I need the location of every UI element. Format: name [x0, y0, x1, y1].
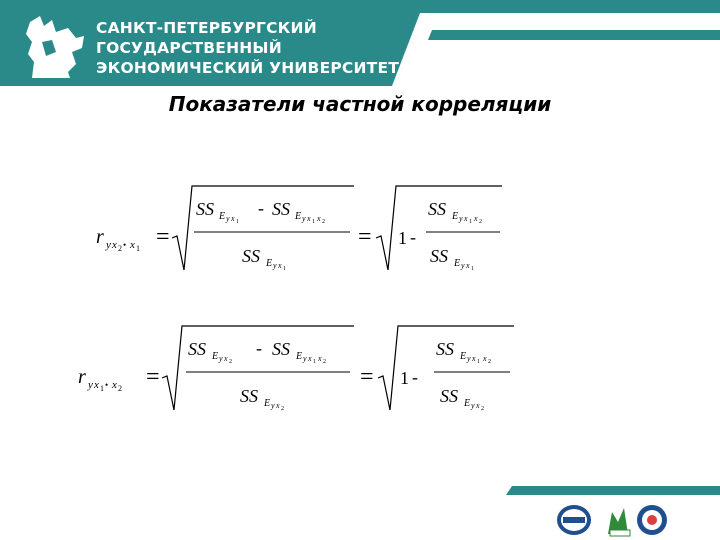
formula-1-num-ss-b: SS [272, 199, 290, 219]
formula-1-r-num-e: E [452, 211, 459, 222]
formula-2 [78, 326, 514, 412]
formula-2-den-x: x [276, 401, 280, 410]
formula-2-num-x-b: x [308, 354, 312, 363]
formula-1-sub-x2: x [130, 239, 135, 251]
formula-1-sub-y: y [106, 239, 111, 251]
formula-2-r-den-2: 2 [481, 406, 484, 412]
formula-1-num-x-c: x [317, 214, 321, 223]
bottom-band [0, 486, 720, 498]
formula-1-r-num-x: x [464, 214, 468, 223]
formula-2-num-e-b: E [296, 351, 303, 362]
formula-1-sub-x: x [112, 239, 117, 251]
formula-1-r-num-x2: x [474, 214, 478, 223]
formula-1-den-e: E [266, 258, 273, 269]
formula-2-den-2: 2 [281, 406, 284, 412]
formula-1-den-1: 1 [283, 266, 286, 272]
formula-2-r-den-ss: SS [440, 386, 458, 406]
formula-1-num-1-b: 1 [312, 219, 315, 225]
formula-2-num-y-b: y [303, 354, 307, 363]
formula-1-eq-1: = [156, 224, 170, 250]
bottom-teal-stripe [506, 486, 720, 495]
formula-1-bullet: • [123, 240, 127, 250]
formula-1-r-den-1: 1 [471, 266, 474, 272]
formula-1-eq-2: = [358, 224, 372, 250]
formula-1-r-num-ss: SS [428, 199, 446, 219]
formula-2-sub-x2: x [112, 379, 117, 391]
formula-1-num-y-b: y [302, 214, 306, 223]
formula-1-r-num-2: 2 [479, 219, 482, 225]
emblem-left-icon [557, 505, 591, 535]
formula-2-r-num-2: 2 [488, 359, 491, 365]
formula-1-r-den-ss: SS [430, 246, 448, 266]
formula-1-num-2-b: 2 [322, 219, 325, 225]
university-line-2: ГОСУДАРСТВЕННЫЙ [96, 39, 282, 57]
formula-2-num-1-b: 1 [313, 359, 316, 365]
formula-2-r-num-ss: SS [436, 339, 454, 359]
formula-1-num-x-b: x [307, 214, 311, 223]
formula-1-num-1-a: 1 [236, 219, 239, 225]
formula-2-num-y-a: y [219, 354, 223, 363]
formula-2-r-num-x2: x [483, 354, 487, 363]
formula-2-eq-2: = [360, 364, 374, 390]
slide-title: Показатели частной корреляции [168, 92, 552, 116]
formula-1-r-num-1: 1 [469, 219, 472, 225]
formula-1-num-y-a: y [226, 214, 230, 223]
formula-2-num-x-a: x [224, 354, 228, 363]
formula-2-sub-x: x [94, 379, 99, 391]
formula-2-num-2-b: 2 [323, 359, 326, 365]
footer-logos [552, 500, 720, 540]
formula-1-den-ss: SS [242, 246, 260, 266]
formula-2-sub-y: y [88, 379, 93, 391]
formula-2-den-e: E [264, 398, 271, 409]
formula-2-bullet: • [105, 380, 109, 390]
formula-1-r-den-y: y [461, 261, 465, 270]
formula-2-sub-2: 2 [118, 384, 122, 393]
formula-2-num-x-c: x [318, 354, 322, 363]
formula-1-num-x-a: x [231, 214, 235, 223]
formula-2-r-num-y: y [467, 354, 471, 363]
formula-2-minus: - [256, 338, 262, 358]
formula-1-den-x: x [278, 261, 282, 270]
formula-2-num-ss-b: SS [272, 339, 290, 359]
formula-1-r: r [96, 226, 104, 248]
formula-2-den-y: y [271, 401, 275, 410]
formula-1-minus-2: - [410, 227, 416, 247]
formula-1-minus: - [258, 198, 264, 218]
formula-1-r-den-e: E [454, 258, 461, 269]
university-line-1: САНКТ-ПЕТЕРБУРГСКИЙ [96, 19, 317, 37]
emblem-center-icon [608, 508, 630, 536]
formula-1-sub-1: 1 [136, 244, 140, 253]
formula-2-r-num-1: 1 [477, 359, 480, 365]
formula-2-r-num-e: E [460, 351, 467, 362]
formula-2-r-den-e: E [464, 398, 471, 409]
formula-2-r-den-x: x [476, 401, 480, 410]
formula-2-eq-1: = [146, 364, 160, 390]
formula-2-r-num-x: x [472, 354, 476, 363]
formula-1-num-ss-a: SS [196, 199, 214, 219]
formula-1-num-e-a: E [219, 211, 226, 222]
formula-2-den-ss: SS [240, 386, 258, 406]
formula-1-num-e-b: E [295, 211, 302, 222]
formula-1 [96, 186, 502, 272]
university-line-3: ЭКОНОМИЧЕСКИЙ УНИВЕРСИТЕТ [96, 59, 400, 77]
formula-2-num-e-a: E [212, 351, 219, 362]
formula-1-sub-2: 2 [118, 244, 122, 253]
formula-2-minus-2: - [412, 367, 418, 387]
formula-2-r-den-y: y [471, 401, 475, 410]
formula-2-one: 1 [400, 368, 409, 388]
formula-2-r: r [78, 366, 86, 388]
formula-1-r-den-x: x [466, 261, 470, 270]
formula-2-sub-1: 1 [100, 384, 104, 393]
formula-1-den-y: y [273, 261, 277, 270]
formula-2-num-2-a: 2 [229, 359, 232, 365]
emblem-right-icon [637, 505, 667, 535]
formula-1-one: 1 [398, 228, 407, 248]
formula-1-r-num-y: y [459, 214, 463, 223]
formula-2-num-ss-a: SS [188, 339, 206, 359]
